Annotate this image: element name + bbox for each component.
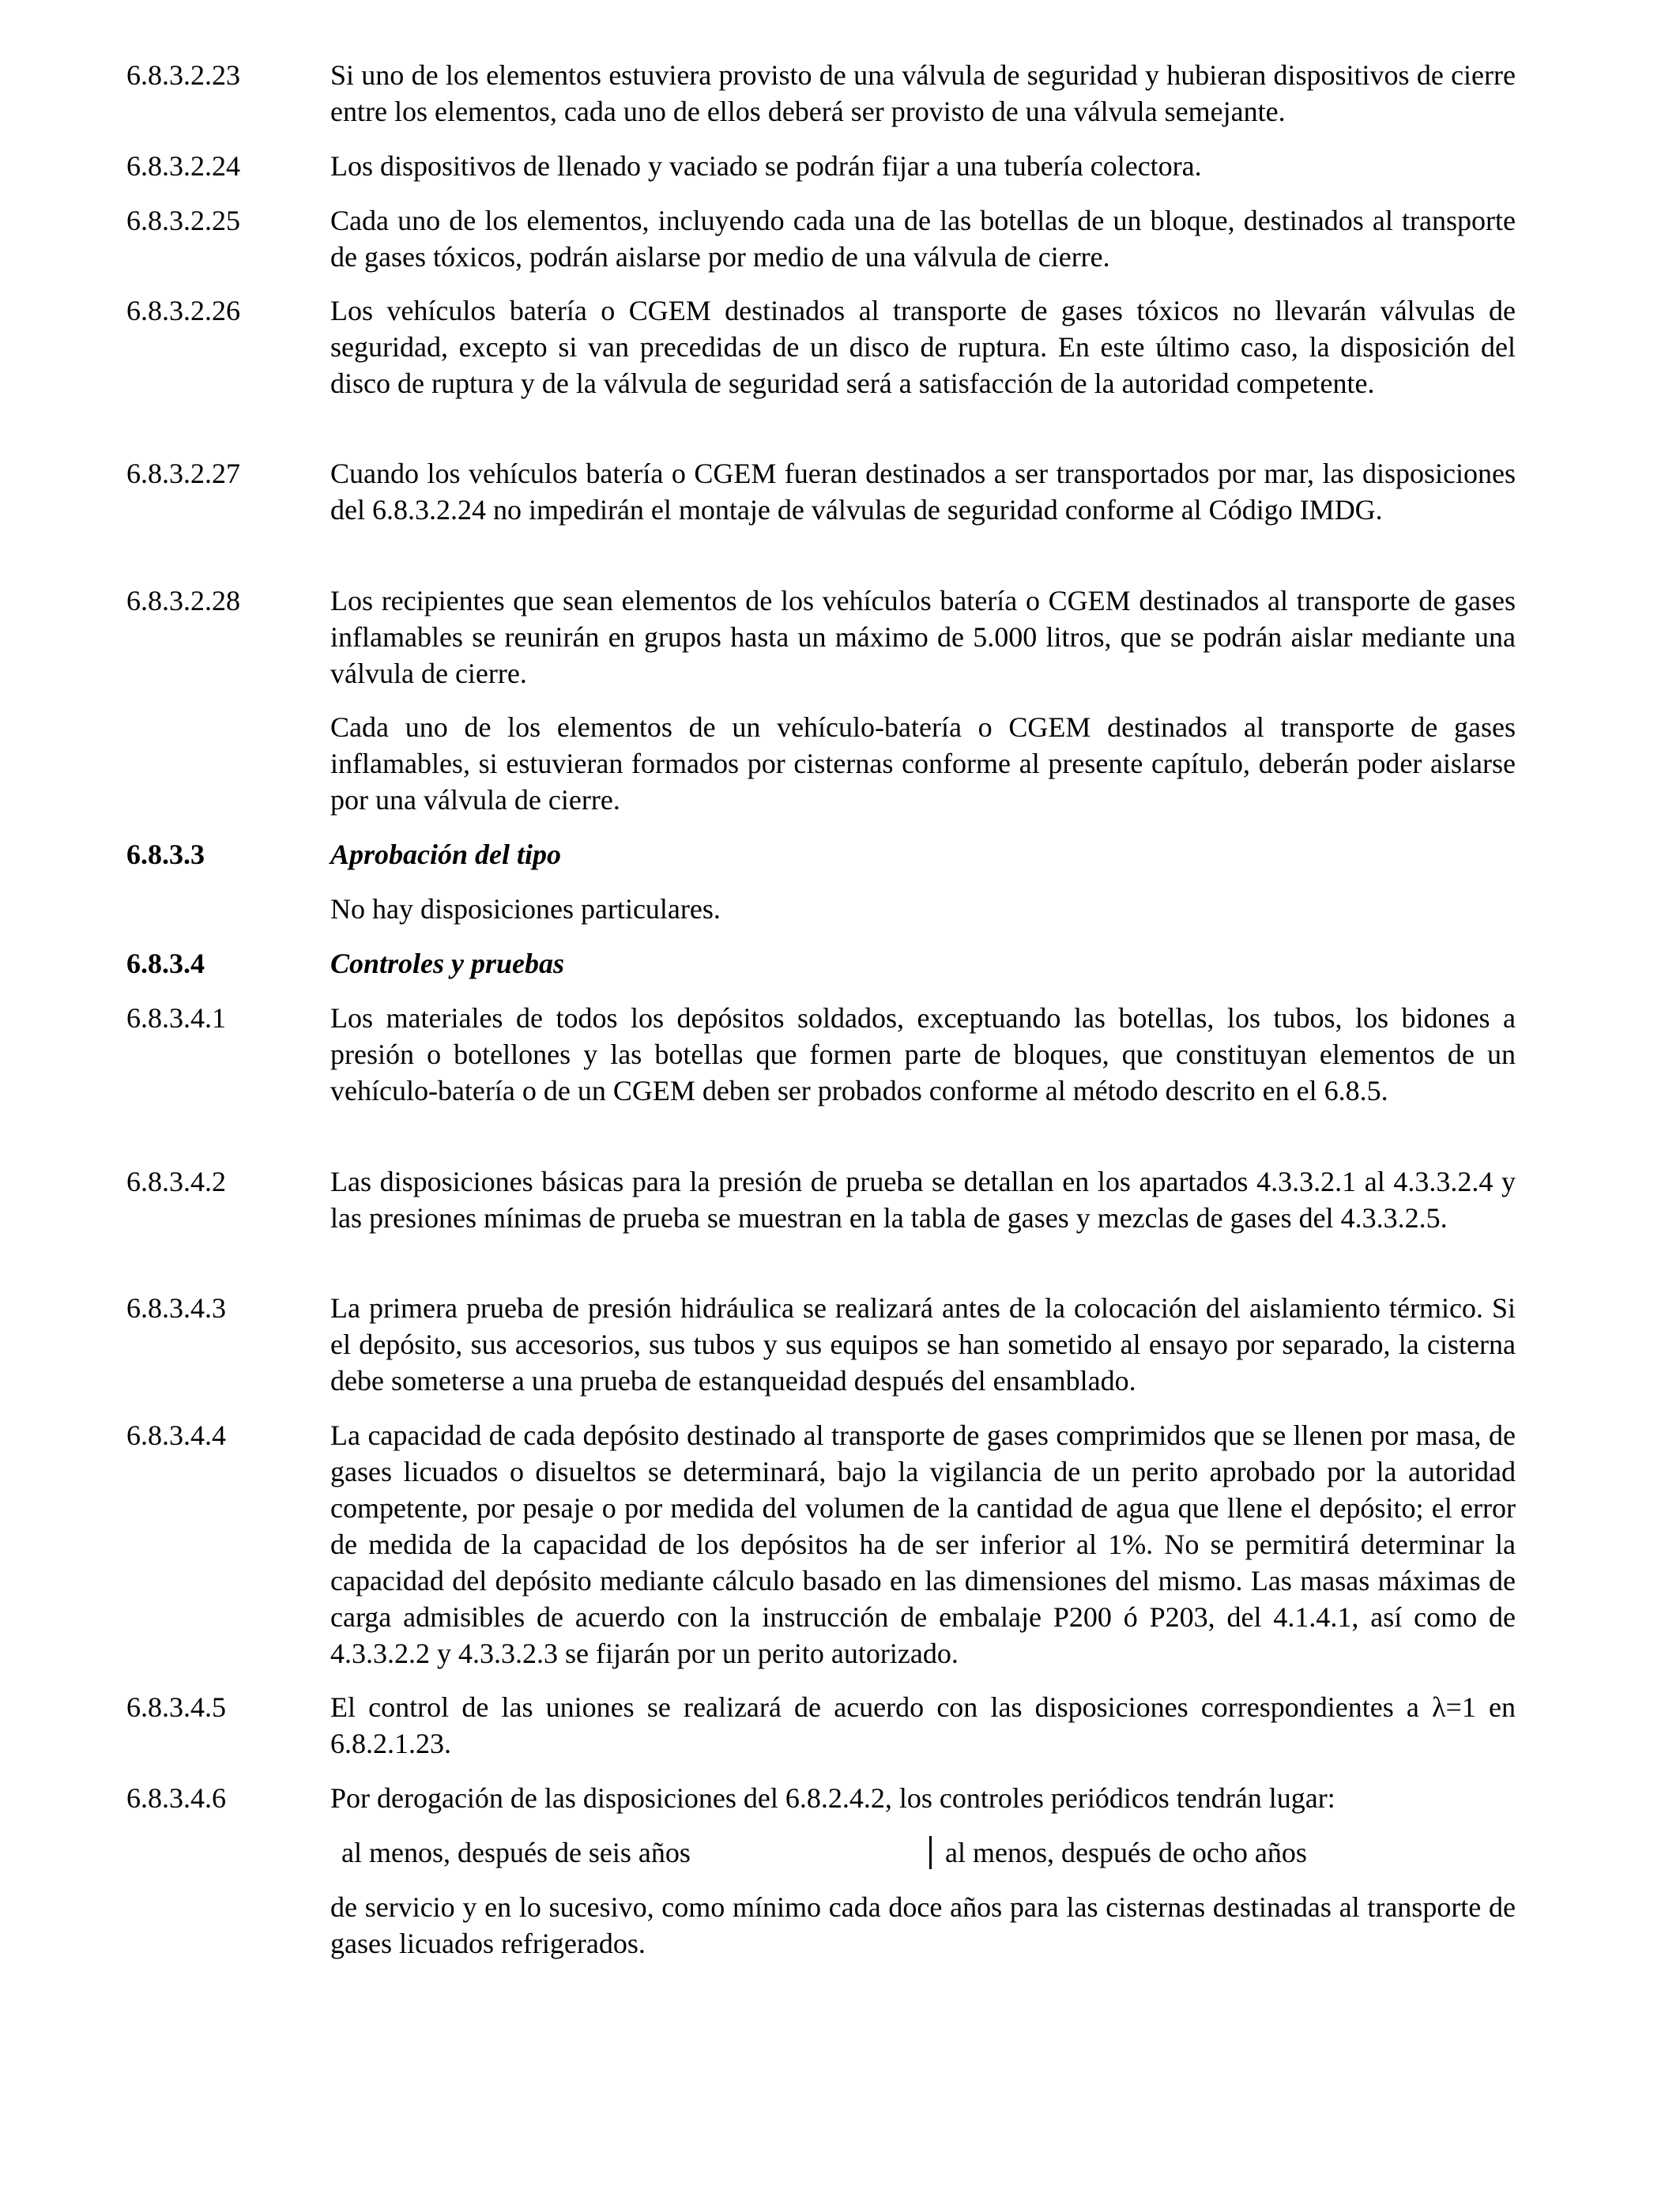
heading-title: Controles y pruebas — [330, 948, 565, 979]
section-number: 6.8.3.4.2 — [126, 1166, 226, 1197]
heading-number: 6.8.3.4 — [126, 948, 205, 979]
section-text: No hay disposiciones particulares. — [330, 893, 721, 925]
alternative-left: al menos, después de seis años — [341, 1837, 691, 1868]
section-text: Los dispositivos de llenado y vaciado se podrán fijar a una tubería colectora. — [330, 150, 1202, 182]
section-number: 6.8.3.4.5 — [126, 1691, 226, 1723]
section-text: Los materiales de todos los depósitos soldados, exceptuando las botellas, los tubos, los bidones a presión o botellones y las botellas que formen parte de bloques, que constituyan elementos de un vehículo-batería o de un CGEM deben ser probados conforme al método descrito en el 6.8.5. — [330, 1002, 1516, 1106]
section-text: Por derogación de las disposiciones del 6.8.2.4.2, los controles periódicos tendrán lugar: — [330, 1782, 1335, 1814]
section-text: Cada uno de los elementos, incluyendo cada una de las botellas de un bloque, destinados al transporte de gases tóxicos, podrán aislarse por medio de una válvula de cierre. — [330, 205, 1516, 273]
section-text: Los recipientes que sean elementos de los vehículos batería o CGEM destinados al transporte de gases inflamables se reunirán en grupos hasta un máximo de 5.000 litros, que se podrán aislar mediante una válvula de cierre. — [330, 585, 1516, 689]
heading-number: 6.8.3.3 — [126, 839, 205, 870]
section-text: Los vehículos batería o CGEM destinados al transporte de gases tóxicos no llevarán válvulas de seguridad, excepto si van precedidas de un disco de ruptura. En este último caso, la disposición del disco de ruptura y de la válvula de seguridad será a satisfacción de la autoridad competente. — [330, 295, 1516, 399]
section-text: Las disposiciones básicas para la presión de prueba se detallan en los apartados 4.3.3.2.1 al 4.3.3.2.4 y las presiones mínimas de prueba se muestran en la tabla de gases y mezclas de gases del 4.3.3.2.5. — [330, 1166, 1516, 1234]
alternative-right: al menos, después de ocho años — [945, 1837, 1307, 1868]
section-number: 6.8.3.2.26 — [126, 295, 240, 326]
section-number: 6.8.3.4.1 — [126, 1002, 226, 1034]
section-number: 6.8.3.2.28 — [126, 585, 240, 616]
section-number: 6.8.3.4.3 — [126, 1292, 226, 1324]
column-divider — [929, 1836, 932, 1869]
section-number: 6.8.3.4.6 — [126, 1782, 226, 1814]
section-number: 6.8.3.2.27 — [126, 458, 240, 489]
section-text: La capacidad de cada depósito destinado al transporte de gases comprimidos que se llenen por masa, de gases licuados o disueltos se determinará, bajo la vigilancia de un perito aprobado por la autoridad competente, por pesaje o por medida del volumen de la cantidad de agua que llene el depósito; el error de medida de la capacidad de los depósitos ha de ser inferior al 1%. No se permitirá determinar la capacidad del depósito mediante cálculo basado en las dimensiones del mismo. Las masas máximas de carga admisibles de acuerdo con la instrucción de embalaje P200 ó P203, del 4.1.4.1, así como de 4.3.3.2.2 y 4.3.3.2.3 se fijarán por un perito autorizado. — [330, 1419, 1516, 1669]
section-number: 6.8.3.2.23 — [126, 59, 240, 91]
heading-title: Aprobación del tipo — [330, 839, 562, 870]
section-number: 6.8.3.4.4 — [126, 1419, 226, 1451]
section-text-continued: de servicio y en lo sucesivo, como mínimo cada doce años para las cisternas destinadas al transporte de gases licuados refrigerados. — [330, 1891, 1516, 1959]
section-number: 6.8.3.2.25 — [126, 205, 240, 236]
section-text: Si uno de los elementos estuviera provisto de una válvula de seguridad y hubieran dispositivos de cierre entre los elementos, cada uno de ellos deberá ser provisto de una válvula semejante. — [330, 59, 1516, 127]
section-text: La primera prueba de presión hidráulica se realizará antes de la colocación del aislamiento térmico. Si el depósito, sus accesorios, sus tubos y sus equipos se han sometido al ensayo por separado, la cisterna debe someterse a una prueba de estanqueidad después del ensamblado. — [330, 1292, 1516, 1397]
section-number: 6.8.3.2.24 — [126, 150, 240, 182]
section-text-continued: Cada uno de los elementos de un vehículo-batería o CGEM destinados al transporte de gases inflamables, si estuvieran formados por cisternas conforme al presente capítulo, deberán poder aislarse por una válvula de cierre. — [330, 711, 1516, 816]
section-text: El control de las uniones se realizará de acuerdo con las disposiciones correspondientes a λ=1 en 6.8.2.1.23. — [330, 1691, 1516, 1759]
section-text: Cuando los vehículos batería o CGEM fueran destinados a ser transportados por mar, las disposiciones del 6.8.3.2.24 no impedirán el montaje de válvulas de seguridad conforme al Código IMDG. — [330, 458, 1516, 526]
